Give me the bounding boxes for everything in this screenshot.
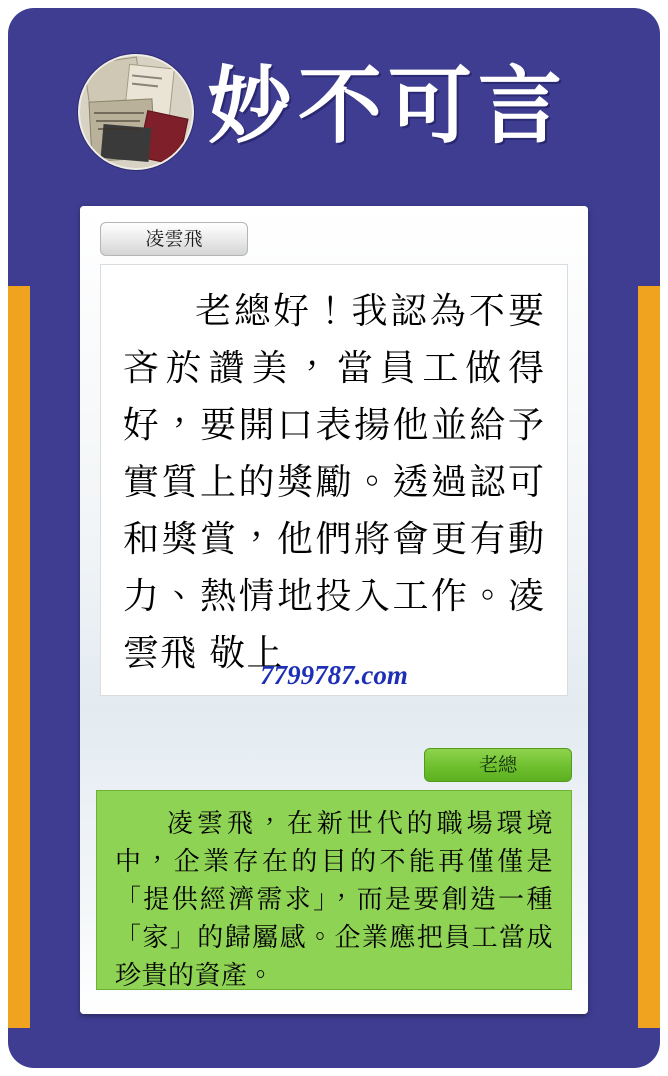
stamps-photo-icon <box>78 54 194 170</box>
user-name-tag: 凌雲飛 <box>100 222 248 256</box>
watermark-domain: .com <box>354 660 408 690</box>
boss-message-block <box>96 790 572 990</box>
user-message-text: 老總好！我認為不要吝於讚美，當員工做得好，要開口表揚他並給予實質上的獎勵。透過認可和獎賞，他們將會更有動力、熱情地投入工作。凌雲飛 敬上 <box>123 291 545 674</box>
boss-message-text: 凌雲飛，在新世代的職場環境中，企業存在的目的不能再僅僅是「提供經濟需求」，而是要創造一種「家」的歸屬感。企業應把員工當成珍貴的資產。 <box>115 809 553 991</box>
right-orange-stripe <box>638 286 660 1028</box>
boss-name-tag: 老總 <box>424 748 572 782</box>
message-card <box>80 206 588 1014</box>
user-message-block <box>100 264 568 696</box>
header <box>30 22 638 182</box>
watermark-number: 7799787 <box>260 660 355 690</box>
page-title: 妙不可言 <box>208 57 569 155</box>
left-orange-stripe <box>8 286 30 1028</box>
watermark <box>80 660 588 691</box>
